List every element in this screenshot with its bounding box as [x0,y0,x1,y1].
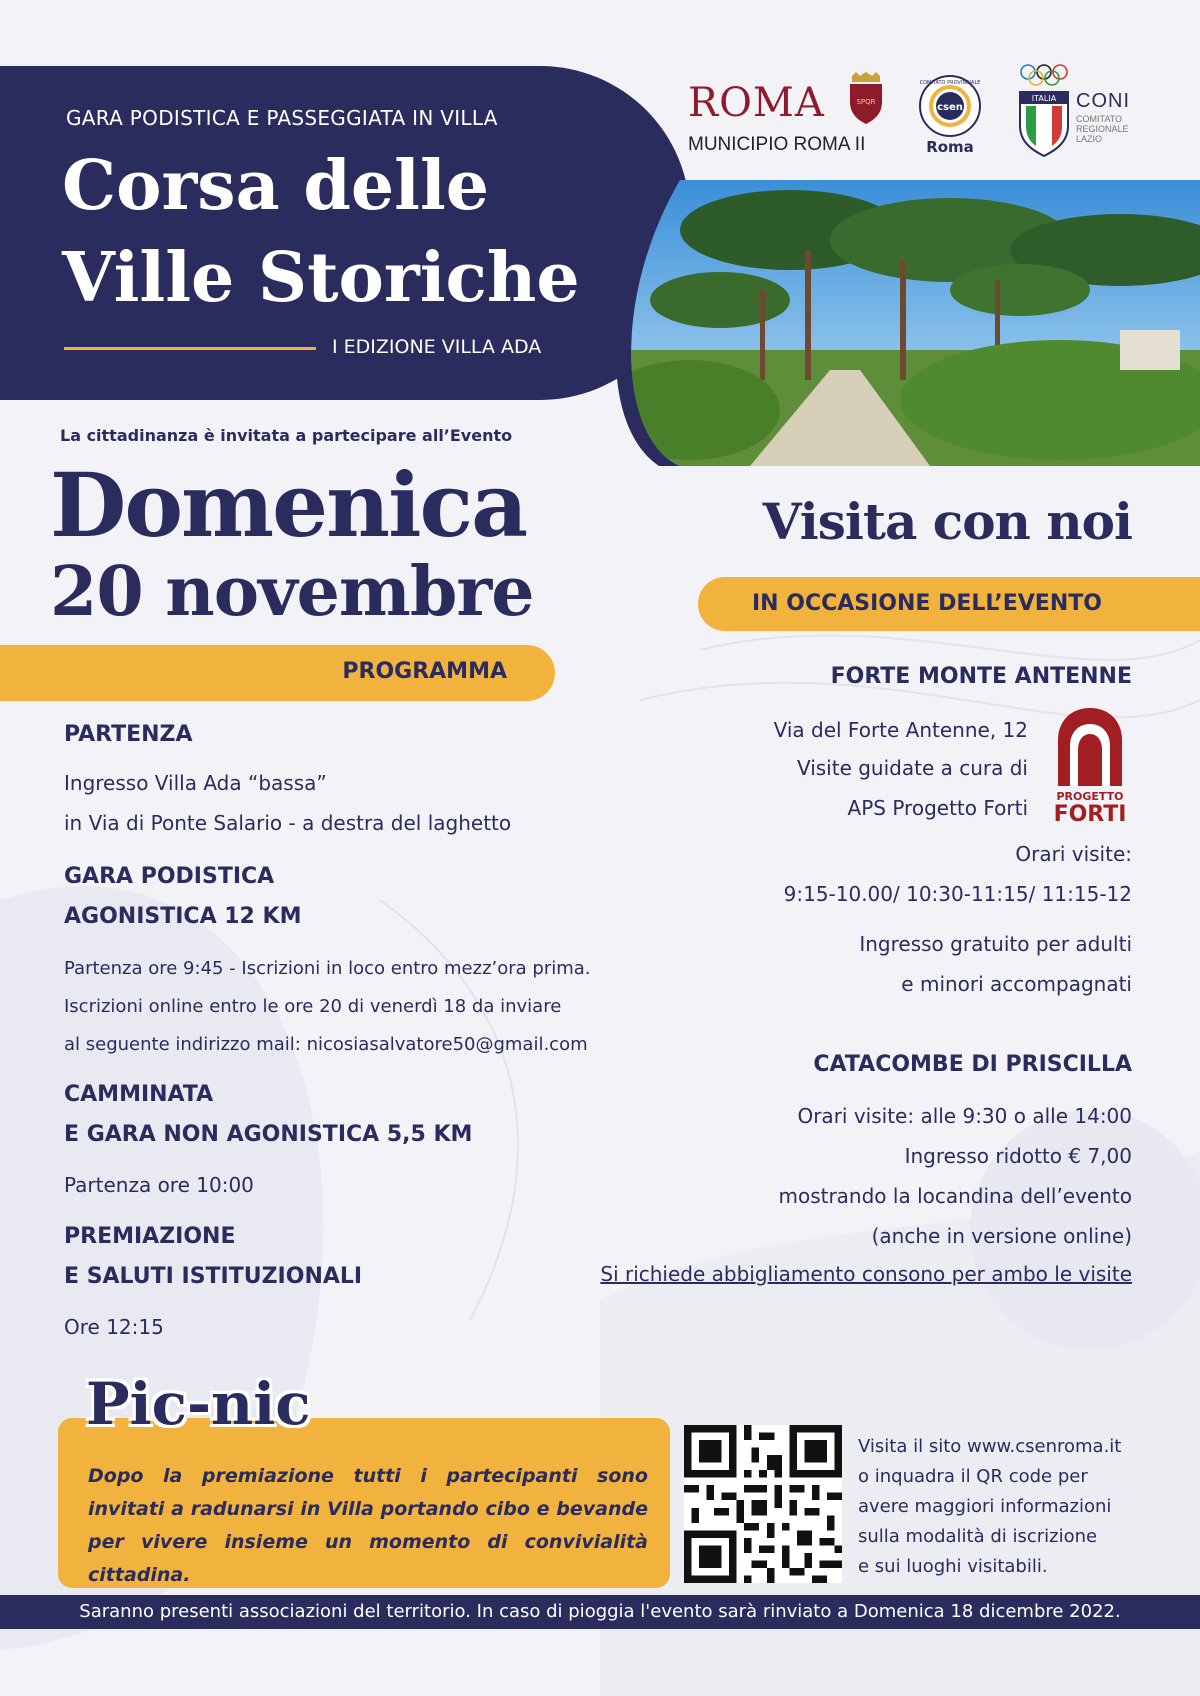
roma-shield-icon [846,72,886,124]
qr-code[interactable] [684,1425,842,1583]
roma-logo-text: ROMA [688,80,825,126]
qr-info-line-5: e sui luoghi visitabili. [858,1556,1048,1577]
gara-heading-2: AGONISTICA 12 KM [64,904,302,929]
footer-text: Saranno presenti associazioni del territorio. In caso di pioggia l'evento sarà rinviato a Domenica 18 dicembre 2022. [79,1601,1121,1622]
csen-ring-text: COMITATO PROVINCIALE [919,80,981,86]
visita-title: Visita con noi [762,492,1132,551]
coni-flag-label: ITALIA [1031,94,1057,103]
gara-line-2: Iscrizioni online entro le ore 20 di venerdì 18 da inviare [64,996,562,1017]
event-title-line-1: Corsa delle [62,146,490,226]
partenza-line-1: Ingresso Villa Ada “bassa” [64,771,327,795]
gara-heading-1: GARA PODISTICA [64,864,275,889]
coni-logo [1016,62,1076,158]
camminata-heading-1: CAMMINATA [64,1082,214,1107]
qr-info-text [858,1432,1158,1582]
forti-logo-line-1: PROGETTO [1056,790,1124,803]
forte-line-2: Visite guidate a cura di [796,756,1028,780]
forti-logo-line-2: FORTI [1053,802,1127,826]
qr-info-line-4: sulla modalità di iscrizione [858,1526,1098,1547]
picnic-title: Pic-nic [86,1370,311,1438]
edition-label: I EDIZIONE VILLA ADA [332,336,542,358]
programma-banner [0,645,555,701]
catacombe-line-1: Orari visite: alle 9:30 o alle 14:00 [797,1104,1132,1128]
camminata-line-1: Partenza ore 10:00 [64,1173,254,1197]
coni-sub-line-2: REGIONALE [1076,124,1129,134]
progetto-forti-logo [1052,706,1128,826]
forte-line-6: Ingresso gratuito per adulti [859,932,1132,956]
qr-info-line-1: Visita il sito www.csenroma.it [858,1436,1122,1457]
forte-heading: FORTE MONTE ANTENNE [830,664,1132,689]
coni-sub-line-1: COMITATO [1076,114,1122,124]
event-day: Domenica [50,453,527,557]
qr-info-line-2: o inquadra il QR code per [858,1466,1088,1487]
catacombe-line-3: mostrando la locandina dell’evento [778,1184,1132,1208]
coni-label: CONI [1076,90,1130,112]
footer-bar [0,1595,1200,1629]
programma-label: PROGRAMMA [342,659,507,684]
event-date: 20 novembre [50,552,534,632]
forte-line-5: 9:15-10.00/ 10:30-11:15/ 11:15-12 [783,882,1132,906]
catacombe-line-4: (anche in versione online) [871,1224,1132,1248]
partenza-line-2: in Via di Ponte Salario - a destra del laghetto [64,811,512,835]
forte-line-7: e minori accompagnati [901,972,1132,996]
premiazione-heading-2: E SALUTI ISTITUZIONALI [64,1264,363,1289]
occasione-label: IN OCCASIONE DELL’EVENTO [752,591,1102,616]
forte-line-4: Orari visite: [1015,842,1132,866]
coni-sub-label [1076,114,1129,144]
event-title-line-2: Ville Storiche [62,238,580,318]
premiazione-heading-1: PREMIAZIONE [64,1224,236,1249]
picnic-text: Dopo la premiazione tutti i partecipanti sono invitati a radunarsi in Villa portando cibo e bevande per vivere insieme un momento di convivialità cittadina. [88,1465,648,1586]
csen-city: Roma [926,138,974,154]
svg-text:SPQR: SPQR [856,98,876,106]
gara-line-1: Partenza ore 9:45 - Iscrizioni in loco entro mezz’ora prima. [64,958,591,979]
event-title [62,140,622,324]
partenza-heading: PARTENZA [64,722,193,747]
forte-line-3: APS Progetto Forti [847,796,1028,820]
title-divider [64,347,316,350]
premiazione-line-1: Ore 12:15 [64,1315,164,1339]
camminata-heading-2: E GARA NON AGONISTICA 5,5 KM [64,1122,473,1147]
qr-info-line-3: avere maggiori informazioni [858,1496,1112,1517]
municipio-label: MUNICIPIO ROMA II [688,134,866,155]
forte-line-1: Via del Forte Antenne, 12 [773,718,1028,742]
event-kicker: GARA PODISTICA E PASSEGGIATA IN VILLA [66,106,498,130]
villa-ada-photo [600,180,1200,466]
catacombe-line-2: Ingresso ridotto € 7,00 [904,1144,1132,1168]
csen-logo [914,70,986,154]
gara-line-3: al seguente indirizzo mail: nicosiasalvatore50@gmail.com [64,1034,588,1055]
occasione-banner [698,577,1200,631]
invitation-text: La cittadinanza è invitata a partecipare all’Evento [60,426,513,445]
coni-sub-line-3: LAZIO [1076,134,1103,144]
catacombe-heading: CATACOMBE DI PRISCILLA [813,1052,1132,1077]
dress-code-note: Si richiede abbigliamento consono per ambo le visite [600,1262,1132,1286]
csen-name: csen [937,102,963,113]
